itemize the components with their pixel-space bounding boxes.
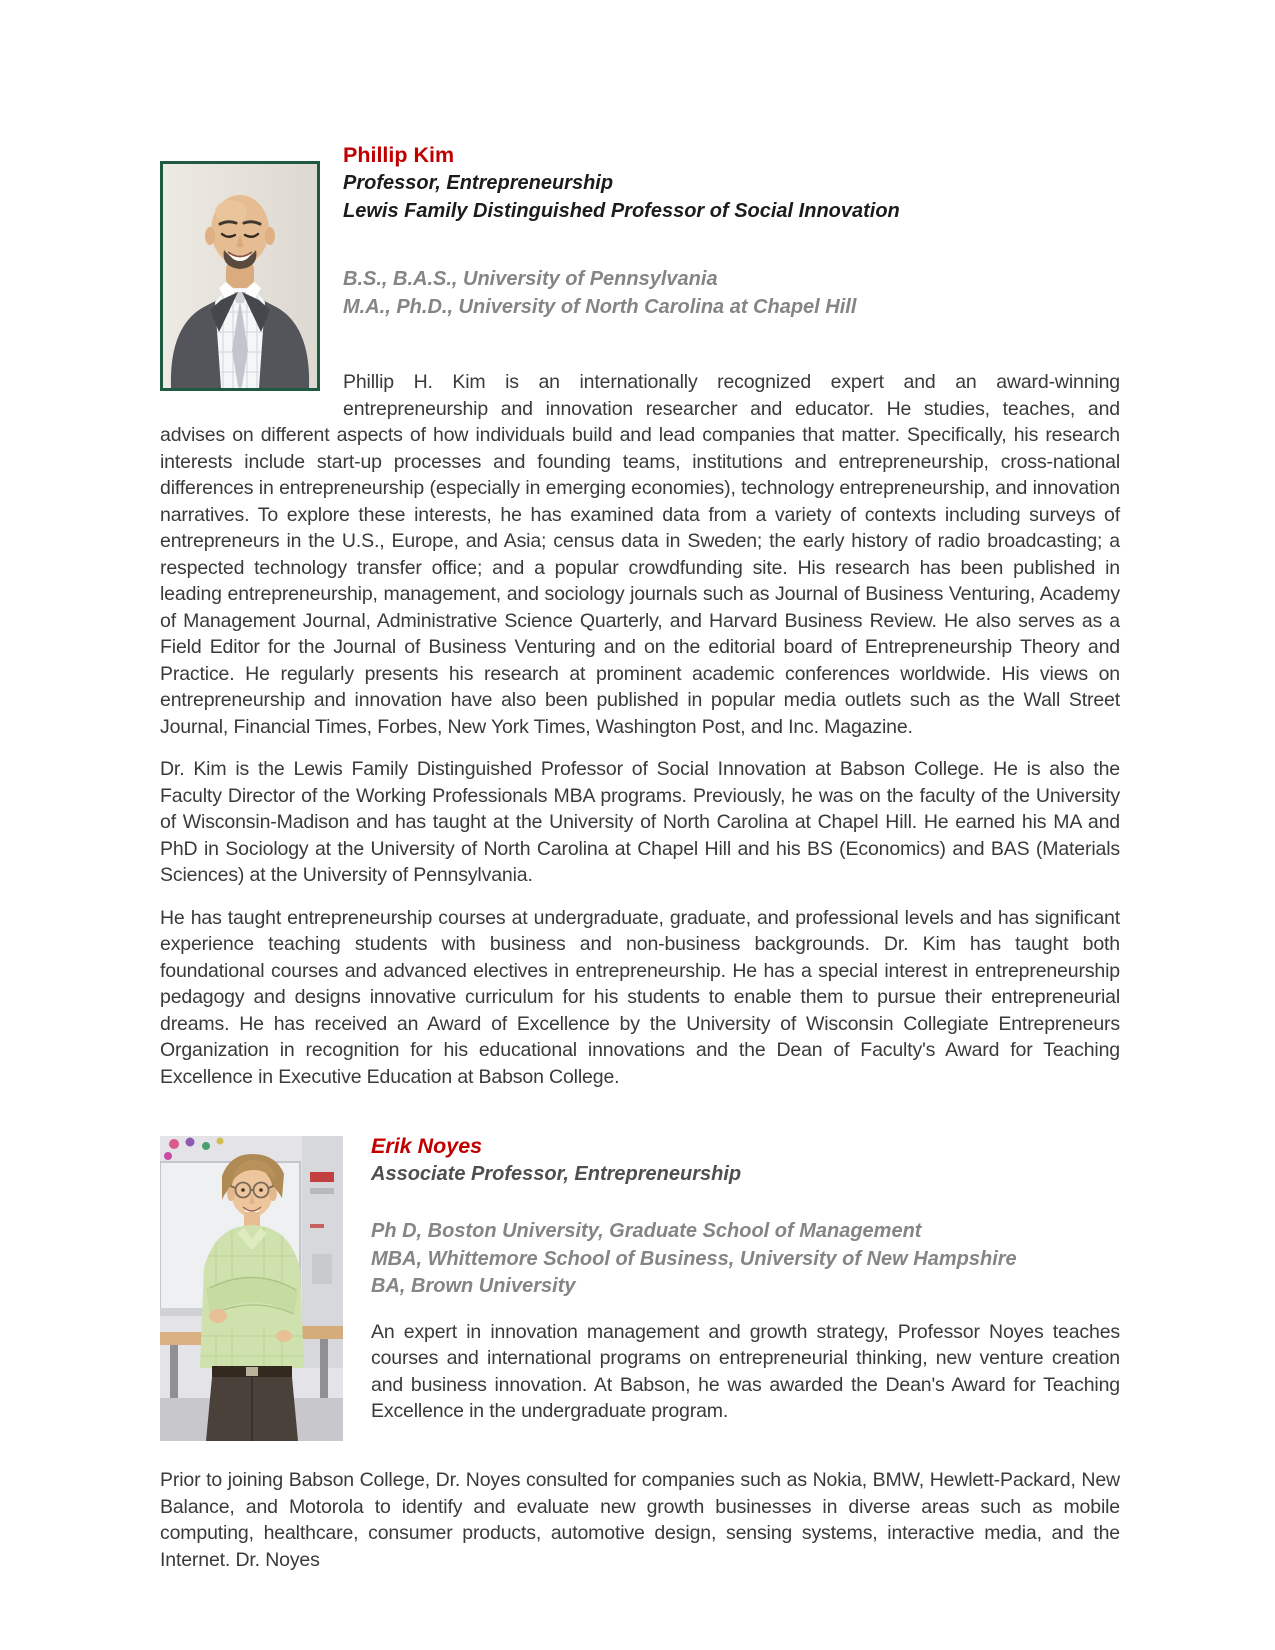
phillip-kim-photo — [160, 161, 320, 391]
bio-paragraph: An expert in innovation management and growth strategy, Professor Noyes teaches courses and international programs on entrepreneurial thinking, new venture creation and business innovation. At Babson, he was awarded the Dean's Award for Teaching Excellence in the undergraduate program. — [371, 1320, 1120, 1422]
profile-degree: M.A., Ph.D., University of North Carolina at Chapel Hill — [343, 296, 857, 318]
phillip-kim-portrait-illustration — [163, 164, 317, 388]
profile-section-erik-noyes — [160, 1132, 1120, 1573]
profile-degree: B.S., B.A.S., University of Pennsylvania — [343, 268, 718, 290]
profile-name: Phillip Kim — [343, 143, 455, 167]
profile-title: Associate Professor, Entrepreneurship — [371, 1163, 742, 1185]
bio-paragraph: Dr. Kim is the Lewis Family Distinguished Professor of Social Innovation at Babson College. He is also the Faculty Director of the Working Professionals MBA programs. Previously, he was on the faculty of the University of Wisconsin-Madison and has taught at the University of North Carolina at Chapel Hill. He earned his MA and PhD in Sociology at the University of North Carolina at Chapel Hill and his BS (Economics) and BAS (Materials Sciences) at the University of Pennsylvania. — [160, 758, 1120, 886]
erik-noyes-portrait-illustration — [160, 1136, 343, 1441]
profile-degree: MBA, Whittemore School of Business, University of New Hampshire — [371, 1247, 1017, 1270]
erik-noyes-photo — [160, 1136, 343, 1441]
profile-degree: Ph D, Boston University, Graduate School of Management — [371, 1220, 922, 1242]
profile-section-phillip-kim — [160, 141, 1120, 1090]
bio-paragraph: Phillip H. Kim is an internationally recognized expert and an award-winning entrepreneurship and innovation researcher and educator. He studies, teaches, and advises on different aspects of how individuals build and lead companies that matter. Specifically, his research interests include start-up processes and founding teams, institutions and entrepreneurship, cross-national differences in entrepreneurship (especially in emerging economies), technology entrepreneurship, and innovation narratives. To explore these interests, he has examined data from a variety of contexts including surveys of entrepreneurs in the U.S., Europe, and Asia; census data in Sweden; the early history of radio broadcasting; a respected technology transfer office; and a popular crowdfunding site. His research has been published in leading entrepreneurship, management, and sociology journals such as Journal of Business Venturing, Academy of Management Journal, Administrative Science Quarterly, and Harvard Business Review. He also serves as a Field Editor for the Journal of Business Venturing and on the editorial board of Entrepreneurship Theory and Practice. He regularly presents his research at prominent academic conferences worldwide. His views on entrepreneurship and innovation have also been published in popular media outlets such as the Wall Street Journal, Financial Times, Forbes, New York Times, Washington Post, and Inc. Magazine. — [160, 371, 1120, 738]
profile-title: Professor, Entrepreneurship — [343, 172, 614, 194]
profile-name: Erik Noyes — [371, 1134, 483, 1158]
profile-title: Lewis Family Distinguished Professor of Social Innovation — [343, 200, 900, 222]
profile-degree: BA, Brown University — [371, 1275, 576, 1297]
bio-paragraph: Prior to joining Babson College, Dr. Noyes consulted for companies such as Nokia, BMW, Hewlett-Packard, New Balance, and Motorola to identify and evaluate new growth businesses in diverse areas such as mobile computing, healthcare, consumer products, automotive design, sensing systems, interactive media, and the Internet. Dr. Noyes — [160, 1469, 1120, 1571]
bio-paragraph: He has taught entrepreneurship courses at undergraduate, graduate, and professional levels and has significant experience teaching students with business and non-business backgrounds. Dr. Kim has taught both foundational courses and advanced electives in entrepreneurship. He has a special interest in entrepreneurship pedagogy and designs innovative curriculum for his students to enable them to pursue their entrepreneurial dreams. He has received an Award of Excellence by the University of Wisconsin Collegiate Entrepreneurs Organization in recognition for his educational innovations and the Dean of Faculty's Award for Teaching Excellence in Executive Education at Babson College. — [160, 906, 1120, 1088]
